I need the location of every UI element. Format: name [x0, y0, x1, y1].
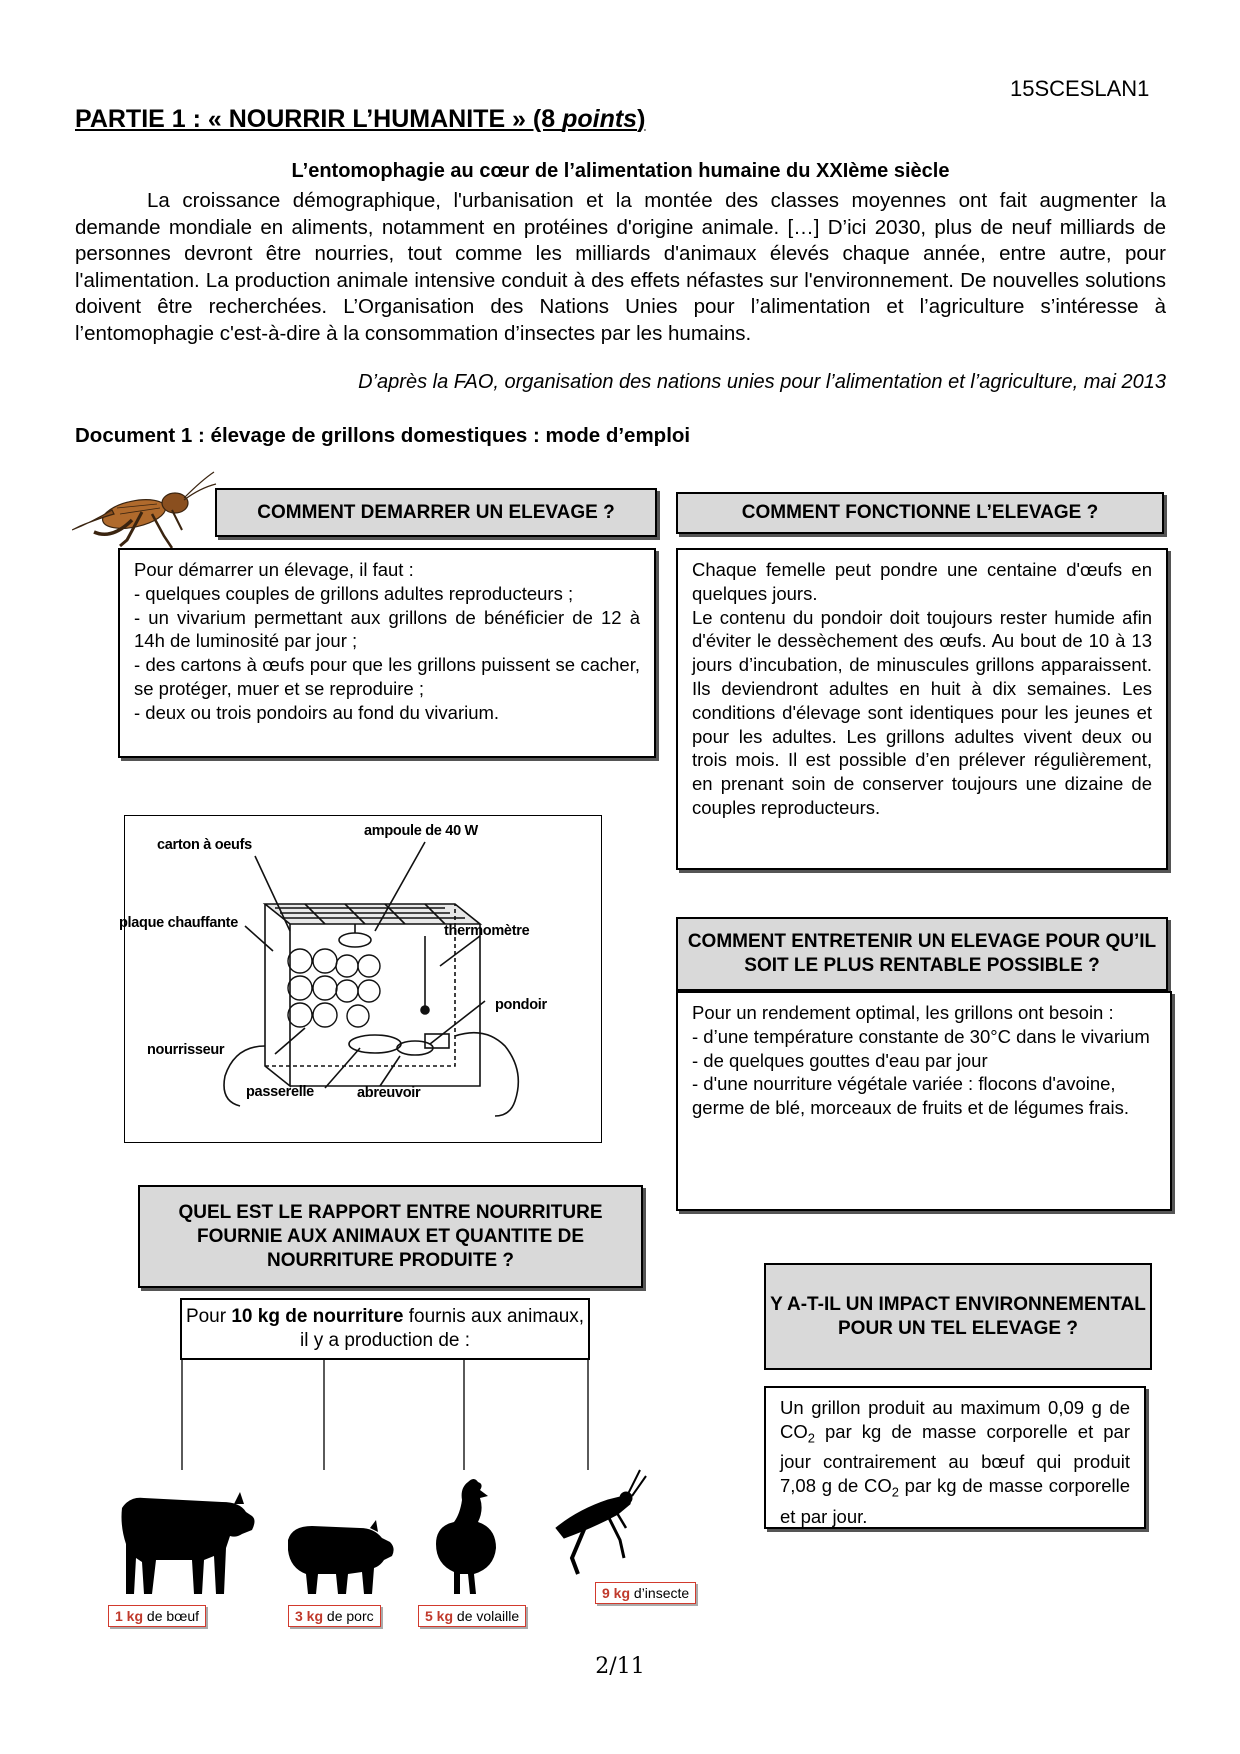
poultry-label: de volaille [453, 1608, 520, 1624]
start-breeding-heading: COMMENT DEMARRER UN ELEVAGE ? [215, 488, 657, 537]
impact-text-3: par kg de masse corporelle et par jour. [780, 1475, 1130, 1527]
maintain-line: - de quelques gouttes d'eau par jour [692, 1049, 988, 1071]
beef-yield-label [108, 1605, 206, 1627]
impact-sub-1: 2 [807, 1430, 815, 1446]
start-line: - un vivarium permettant aux grillons de bénéficier de 12 à 14h de luminosité par jour ; [134, 606, 640, 652]
intro-paragraph [75, 188, 1166, 347]
start-breeding-box [118, 548, 656, 758]
cow-icon [112, 1486, 257, 1598]
pig-icon [282, 1520, 397, 1598]
intro-source: D’après la FAO, organisation des nations unies pour l’alimentation et l’agriculture, mai 2013 [358, 371, 1166, 393]
pork-yield-label [288, 1605, 381, 1627]
poultry-qty: 5 kg [425, 1608, 454, 1624]
label-nourrisseur: nourrisseur [147, 1042, 225, 1058]
poultry-yield-label [418, 1605, 526, 1627]
chicken-icon [430, 1476, 500, 1598]
maintain-box [676, 991, 1172, 1211]
label-plaque: plaque chauffante [119, 915, 238, 931]
insect-qty: 9 kg [602, 1585, 631, 1601]
label-carton: carton à oeufs [157, 837, 252, 853]
impact-text-1: Un grillon produit au maximum 0,09 g de CO [780, 1397, 1130, 1442]
insect-yield-label [595, 1582, 696, 1604]
impact-heading: Y A-T-IL UN IMPACT ENVIRONNEMENTAL POUR UN TEL ELEVAGE ? [764, 1263, 1152, 1370]
maintain-line: Pour un rendement optimal, les grillons ont besoin : [692, 1002, 1114, 1023]
vivarium-diagram [119, 815, 602, 1143]
ratio-heading: QUEL EST LE RAPPORT ENTRE NOURRITURE FOURNIE AUX ANIMAUX ET QUANTITE DE NOURRITURE PRODUITE ? [138, 1185, 643, 1288]
start-line: Pour démarrer un élevage, il faut : [134, 559, 414, 580]
partie-title-points: points [562, 105, 638, 133]
impact-text-2: par kg de masse corporelle et par jour contrairement au bœuf qui produit 7,08 g de CO [780, 1420, 1130, 1497]
impact-sub-2: 2 [891, 1484, 899, 1500]
ratio-text-bold: 10 kg de nourriture [231, 1306, 404, 1327]
pork-qty: 3 kg [295, 1608, 324, 1624]
partie-title-suffix: ) [637, 105, 646, 133]
start-line: - des cartons à œufs pour que les grillons puissent se cacher, se protéger, muer et se reproduire ; [134, 654, 640, 699]
pork-label: de porc [323, 1608, 374, 1624]
ratio-tree-lines [110, 1360, 610, 1470]
document-code: 15SCESLAN1 [1010, 76, 1150, 101]
label-passerelle: passerelle [246, 1084, 314, 1100]
document1-title: Document 1 : élevage de grillons domestiques : mode d’emploi [75, 424, 691, 447]
maintain-line: - d’une température constante de 30°C dans le vivarium [692, 1025, 1150, 1047]
ratio-box [180, 1298, 590, 1360]
function-box [676, 548, 1168, 870]
partie-title-prefix: PARTIE 1 : « NOURRIR L’HUMANITE » (8 [75, 105, 563, 133]
page-title [75, 105, 645, 134]
cricket-illustration [72, 470, 217, 552]
ratio-text-after: fournis aux animaux, il y a production de : [299, 1306, 585, 1351]
start-line: - quelques couples de grillons adultes reproducteurs ; [134, 582, 574, 604]
function-heading: COMMENT FONCTIONNE L’ELEVAGE ? [676, 492, 1164, 534]
insect-label: d’insecte [630, 1585, 690, 1601]
maintain-heading: COMMENT ENTRETENIR UN ELEVAGE POUR QU’IL SOIT LE PLUS RENTABLE POSSIBLE ? [676, 917, 1168, 991]
grasshopper-icon [548, 1466, 648, 1578]
label-abreuvoir: abreuvoir [357, 1085, 421, 1101]
beef-label: de bœuf [143, 1608, 200, 1624]
label-pondoir: pondoir [495, 997, 547, 1013]
beef-qty: 1 kg [115, 1608, 144, 1624]
label-thermometre: thermomètre [444, 923, 530, 939]
intro-title: L’entomophagie au cœur de l’alimentation humaine du XXIème siècle [291, 160, 950, 182]
page-number: 2/11 [595, 1654, 645, 1679]
impact-box [764, 1386, 1146, 1529]
start-line: - deux ou trois pondoirs au fond du vivarium. [134, 701, 500, 723]
function-line: Chaque femelle peut pondre une centaine d'œufs en quelques jours. [692, 559, 1152, 604]
maintain-line: - d'une nourriture végétale variée : flocons d'avoine, germe de blé, morceaux de fruits et de légumes frais. [692, 1073, 1130, 1119]
label-ampoule: ampoule de 40 W [364, 823, 478, 839]
intro-text: La croissance démographique, l'urbanisation et la montée des classes moyennes ont fait augmenter la demande mondiale en aliments, notamment en protéines d'origine animale. […] D’ici 2030, plus de neuf milliards de personnes devront être nourries, tout comme les milliards d'animaux élevés chaque année, entre autre, pour l'alimentation. La production animale intensive conduit à des effets néfastes sur l'environnement. De nouvelles solutions doivent être recherchées. L’Organisation des Nations Unies pour l’alimentation et l’agriculture s’intéresse à l’entomophagie c'est-à-dire à la consommation d’insectes par les humains. [75, 189, 1166, 345]
function-line: Le contenu du pondoir doit toujours rester humide afin d'éviter le dessèchement des œufs. Au bout de 10 à 13 jours d’incubation, de minuscules grillons apparaissent. Ils deviendront adultes en huit à dix semaines. Les conditions d'élevage sont identiques pour les jeunes et pour les adultes. Les grillons adultes vivent deux ou trois mois. Il est possible d’en prélever régulièrement, en prenant soin de conserver toujours une dizaine de couples reproducteurs. [692, 606, 1152, 818]
ratio-text-before: Pour [185, 1306, 232, 1327]
